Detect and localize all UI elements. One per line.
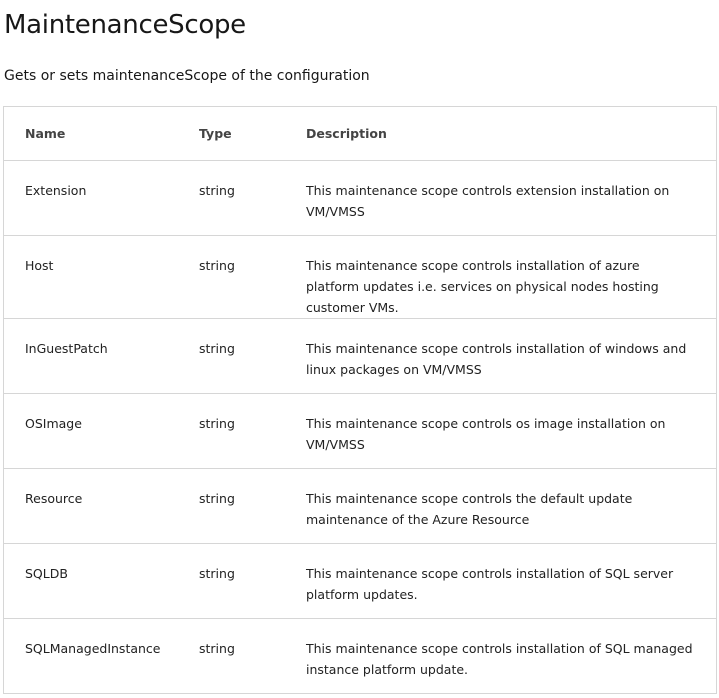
cell-type: string xyxy=(178,161,285,236)
cell-name: SQLDB xyxy=(4,544,179,619)
table-row xyxy=(4,544,717,619)
header-name: Name xyxy=(4,107,179,161)
header-description: Description xyxy=(285,107,717,161)
cell-type: string xyxy=(178,469,285,544)
table-row xyxy=(4,319,717,394)
cell-type: string xyxy=(178,394,285,469)
cell-description: This maintenance scope controls installation of SQL managed instance platform update. xyxy=(285,619,717,694)
header-type: Type xyxy=(178,107,285,161)
values-table xyxy=(3,106,717,694)
cell-description: This maintenance scope controls installation of SQL server platform updates. xyxy=(285,544,717,619)
cell-name: Extension xyxy=(4,161,179,236)
table-row xyxy=(4,161,717,236)
cell-type: string xyxy=(178,319,285,394)
cell-description: This maintenance scope controls the default update maintenance of the Azure Resource xyxy=(285,469,717,544)
table-row xyxy=(4,619,717,694)
cell-name: Resource xyxy=(4,469,179,544)
table-header-row xyxy=(4,107,717,161)
cell-description: This maintenance scope controls installation of windows and linux packages on VM/VMSS xyxy=(285,319,717,394)
page-title: MaintenanceScope xyxy=(4,10,246,40)
table-row xyxy=(4,469,717,544)
cell-type: string xyxy=(178,236,285,319)
cell-description: This maintenance scope controls extension installation on VM/VMSS xyxy=(285,161,717,236)
cell-description: This maintenance scope controls os image installation on VM/VMSS xyxy=(285,394,717,469)
cell-name: SQLManagedInstance xyxy=(4,619,179,694)
cell-type: string xyxy=(178,619,285,694)
cell-description: This maintenance scope controls installation of azure platform updates i.e. services on physical nodes hosting customer VMs. xyxy=(285,236,717,319)
cell-name: Host xyxy=(4,236,179,319)
table-row xyxy=(4,236,717,319)
page-description: Gets or sets maintenanceScope of the configuration xyxy=(4,68,370,84)
table-row xyxy=(4,394,717,469)
cell-name: InGuestPatch xyxy=(4,319,179,394)
cell-type: string xyxy=(178,544,285,619)
cell-name: OSImage xyxy=(4,394,179,469)
